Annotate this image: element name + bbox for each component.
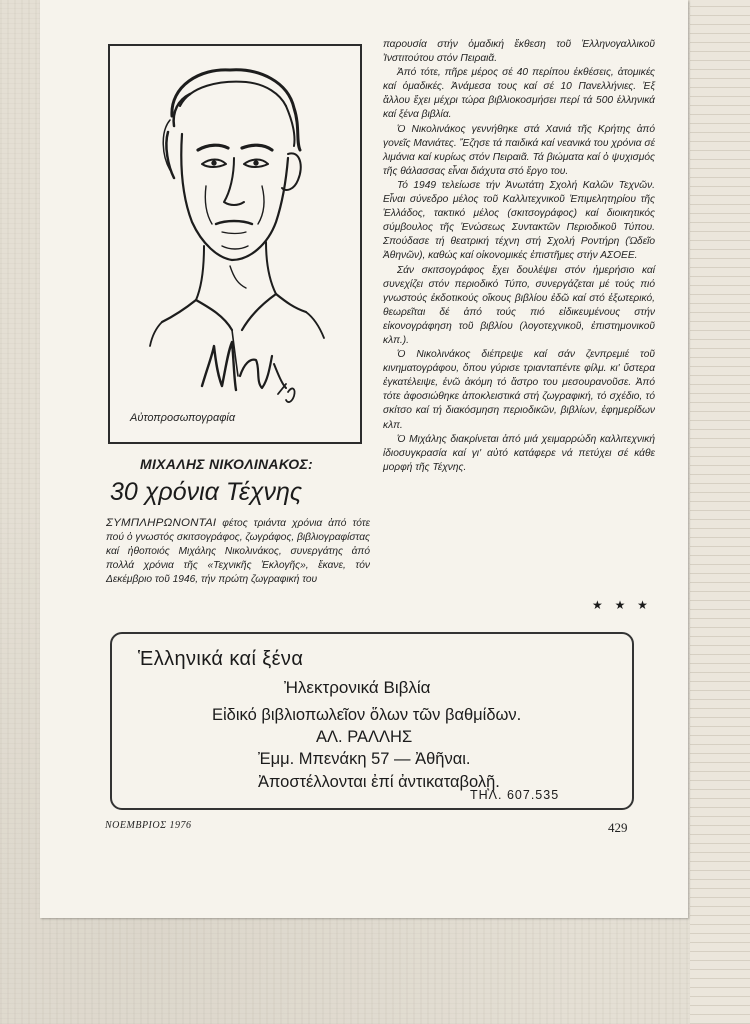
self-portrait-frame [108,44,362,444]
article-subtitle: 30 χρόνια Τέχνης [110,478,303,506]
ad-line: Εἰδικό βιβλιοπωλεῖον ὅλων τῶν βαθμίδων. [212,706,522,724]
ad-line: Ἀποστέλλονται ἐπί ἀντικαταβολῇ. [258,773,500,791]
ad-bookseller-name: ΑΛ. ΡΑΛΛΗΣ [316,728,413,746]
article-column [383,38,655,475]
article-paragraph: παρουσία στήν ὁμαδική ἔκθεση τοῦ Ἑλληνογαλλικοῦ Ἰνστιτούτου στόν Πειραιᾶ. [383,39,655,65]
portrait-caption: Αὐτοπροσωπογραφία [130,412,236,424]
article-paragraph: Ἀπό τότε, πῆρε μέρος σέ 40 περίπου ἐκθέσεις, ἀτομικές καί ὁμαδικές. Ἀνάμεσα τους καί σέ 10 Πανελλήνιες. Ἐξ ἄλλου ἔχει μέχρι τώρα βιβλιοκοσμήσει περί τά 500 ἑλληνικά καί ξένα βιβλία. [383,67,655,121]
end-stars: ★ ★ ★ [592,598,652,612]
ad-phone: ΤΗΛ. 607.535 [470,788,560,802]
self-portrait-drawing [110,46,360,442]
article-paragraph: Τό 1949 τελείωσε τήν Ἀνωτάτη Σχολή Καλῶν Τεχνῶν. Εἶναι σύνεδρο μέλος τοῦ Καλλιτεχνικοῦ Ἐπιμελητηρίου τῆς Ἑλλάδος, τακτικό μέλος (σκιτσογράφος) καί διοικητικός σύμβουλος τῆς Ἑνώσεως Συντακτῶν Περιοδικοῦ Τύπου. Σπούδασε τή θεατρική τέχνη στή Σχολή Ροντήρη (Ὠδεῖο Ἀθηνῶν), καθώς καί οἰκονομικές ἐπιστῆμες στήν ΑΣΟΕΕ. [383,179,655,262]
article-paragraph: Ὁ Νικολινάκος διέπρεψε καί σάν ζενπρεμιέ τοῦ κινηματογράφου, ὅπου γύρισε τριανταπέντε φίλμ. κι' ὕστερα ἐγκατέλειψε, ἐνῶ ἀκόμη τό ἄστρο του μεσουρανοῦσε. Ἀπό τότε ἀφοσιώθηκε ἀποκλειστικά στή ζωγραφική, τό σχέδιο, τό σκίτσο καί τή διακόσμηση περιοδικῶν, βιβλίων, ἐφημερίδων κλπ. [383,349,655,431]
article-paragraph: Σάν σκιτσογράφος ἔχει δουλέψει στόν ἡμερήσιο καί συνεχίζει στόν περιοδικό Τύπο, συνεργάζεται μέ τούς πιό γνωστούς ἐκδοτικούς οἴκους βιβλίου ἐδῶ καί στό ἐξωτερικό, θεωρεῖται δέ ἀπό τούς πιό εἰδικευμένους στήν εἰκονογράφηση τοῦ βιβλίου (λογοτεχνικοῦ, ἐπιστημονικοῦ κλπ.). [383,264,655,346]
bookshop-advertisement [110,632,634,810]
article-intro [106,516,370,587]
intro-lead-word: ΣΥΜΠΛΗΡΩΝΟΝΤΑΙ [106,517,217,529]
article-paragraph: Ὁ Μιχάλης διακρίνεται ἀπό μιά χειμαρρώδη καλλιτεχνική ἰδιοσυγκρασία καί γι' αὐτό κατάφερε νά πετύχει σέ κάθε μορφή τῆς Τέχνης. [383,433,655,473]
ad-address: Ἐμμ. Μπενάκη 57 — Ἀθῆναι. [258,750,471,768]
article-paragraph: Ὁ Νικολινάκος γεννήθηκε στά Χανιά τῆς Κρήτης ἀπό γονεῖς Μανιάτες. Ἔζησε τά παιδικά καί νεανικά του χρόνια σέ λιμάνια καί κυρίως στόν Πειραιᾶ. Τά βιώματα καί ὁ ψυχισμός τῆς θάλασσας εἶναι διάχυτα στό ἔργο του. [383,123,655,177]
article-headline: ΜΙΧΑΛΗΣ ΝΙΚΟΛΙΝΑΚΟΣ: [140,456,313,472]
page-number: 429 [608,820,628,835]
backing-board-edge [690,0,750,1024]
intro-text: φέτος τριάντα χρόνια ἀπό τότε πού ὁ γνωστός σκιτσογράφος, ζωγράφος, βιβλιογραφίστας καί ἡθοποιός Μιχάλης Νικολινάκος, συνεργάτης ἀπό πολλά χρόνια τῆς «Τεχνικῆς Ἐκλογῆς», ἔκανε, τόν Δεκέμβριο τοῦ 1946, τήν πρώτη ζωγραφική του [106,518,370,586]
ad-line: Ἠλεκτρονικά Βιβλία [284,678,431,697]
ad-title: Ἑλληνικά καί ξένα [138,648,304,670]
issue-date: ΝΟΕΜΒΡΙΟΣ 1976 [105,820,192,831]
